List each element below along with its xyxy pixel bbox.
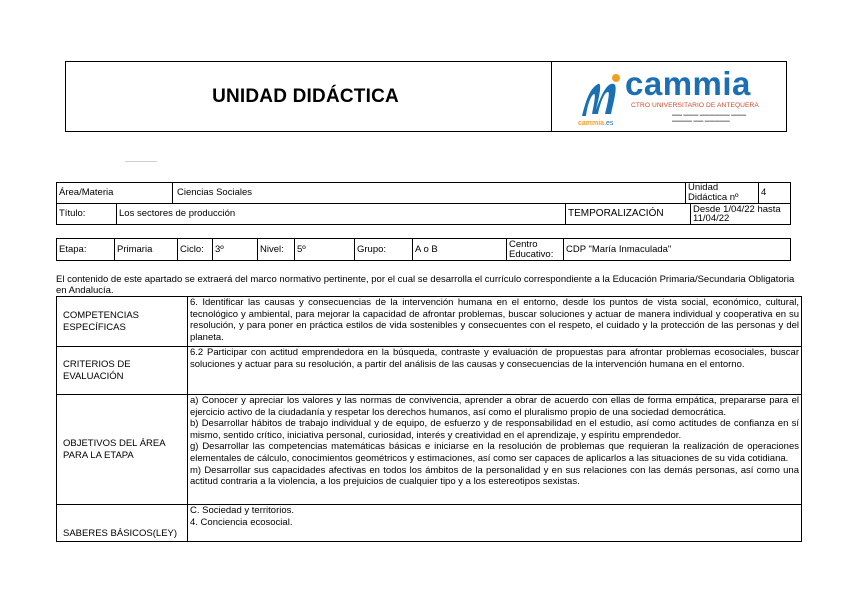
cycle-label: Ciclo: [178,239,213,261]
section-line: b) Desarrollar hábitos de trabajo individual y de equipo, de esfuerzo y de responsabilidad en el estudio, así como actitudes de confianza en sí mismo, sentido crítico, iniciativa personal, curiosidad, interés y creatividad en el aprendizaje, y espíritu emprendedor. [190,418,799,441]
section-line: 4. Conciencia ecosocial. [190,516,293,528]
cammia-logo [552,62,786,131]
group-label: Grupo: [355,239,413,261]
unit-value: 4 [759,183,791,204]
section-content-saberes [188,505,802,542]
section-line: g) Desarrollar las competencias matemáticas básicas e iniciarse en la resolución de problemas que requieran la realización de operaciones elementales de cálculo, conocimientos geométricos y estimaciones, así como ser capaces de aplicarlos a las situaciones de su vida cotidiana. [190,441,799,464]
section-row-objetivos [57,395,802,505]
section-label-saberes: SABERES BÁSICOS(LEY) [57,505,188,542]
info-row-title [57,204,791,225]
section-content-objetivos [188,395,802,505]
section-label-objetivos: OBJETIVOS DEL ÁREA PARA LA ETAPA [57,395,188,505]
curriculum-table [56,296,802,542]
section-row-competencias [57,297,802,347]
stage-value: Primaria [115,239,178,261]
cycle-value: 3º [213,239,258,261]
logo-url-tld: .es [604,120,614,127]
logo-fine-print: ▬▬ ▬▬▬ ▬▬▬▬▬▬ ▬▬▬ ▬▬▬▬ ▬▬ ▬▬▬▬▬ [672,112,747,124]
center-value: CDP "María Inmaculada" [564,239,791,261]
section-row-saberes [57,505,802,542]
group-value: A o B [413,239,507,261]
info-table-bottom [56,238,791,261]
divider [125,161,157,162]
area-label: Área/Materia [57,183,173,204]
title-label: Título: [57,204,117,225]
unit-label: Unidad Didáctica nº [686,183,759,204]
section-line: a) Conocer y apreciar los valores y las normas de convivencia, aprender a obrar de acuerdo con ellas de forma empática, prepararse para el ejercicio activo de la ciudadanía y respetar los derechos humanos, así como el pluralismo propio de una sociedad democrática. [190,395,799,418]
section-content-criterios [188,347,802,395]
temporalization-label: TEMPORALIZACIÓN [566,204,691,225]
stage-label: Etapa: [57,239,115,261]
section-row-criterios [57,347,802,395]
page-title: UNIDAD DIDÁCTICA [212,85,399,107]
info-table-top [56,182,791,225]
header-box [65,61,787,132]
section-label-competencias: COMPETENCIAS ESPECÍFICAS [57,297,188,347]
logo-wordmark: cammia [625,65,751,102]
curriculum-note: El contenido de este apartado se extraerá del marco normativo pertinente, por el cual se desarrolla el currículo correspondiente a la Educación Primaria/Secundaria Obligatoria en Andalucía. [56,274,795,296]
section-label-criterios: CRITERIOS DE EVALUACIÓN [57,347,188,395]
section-line: 6. Identificar las causas y consecuencias de la intervención humana en el entorno, desde los puntos de vista social, económico, cultural, tecnológico y ambiental, para mejorar la capacidad de afrontar problemas, buscar soluciones y actuar de manera individual y cooperativa en su resolución, y para poner en práctica estilos de vida sostenibles y consecuentes con el respeto, el cuidado y la protección de las personas y del planeta. [190,297,799,343]
level-value: 5º [295,239,355,261]
logo-subtitle: CTRO UNIVERSITARIO DE ANTEQUERA [631,102,759,109]
title-value: Los sectores de producción [117,204,566,225]
cammia-logo-icon [578,70,622,126]
info-row-stage [57,239,791,261]
info-row-area [57,183,791,204]
center-label: Centro Educativo: [507,239,564,261]
temporalization-value: Desde 1/04/22 hasta 11/04/22 [691,204,791,225]
section-line: 6.2 Participar con actitud emprendedora en la búsqueda, contraste y evaluación de propuestas para afrontar problemas ecosociales, buscar soluciones y actuar para su resolución, a partir del análisis de las causas y consecuencias de la intervención humana en el entorno. [190,347,799,370]
logo-url-main: cammia [578,120,605,127]
level-label: Nivel: [258,239,295,261]
area-value: Ciencias Sociales [173,183,686,204]
section-line: m) Desarrollar sus capacidades afectivas en todos los ámbitos de la personalidad y en sus relaciones con las demás personas, así como una actitud contraria a la violencia, a los prejuicios de cualquier tipo y a los estereotipos sexistas. [190,464,799,488]
logo-url [578,120,613,127]
header-title-cell [66,62,552,131]
section-content-competencias [188,297,802,347]
section-line: C. Sociedad y territorios. [190,505,295,516]
